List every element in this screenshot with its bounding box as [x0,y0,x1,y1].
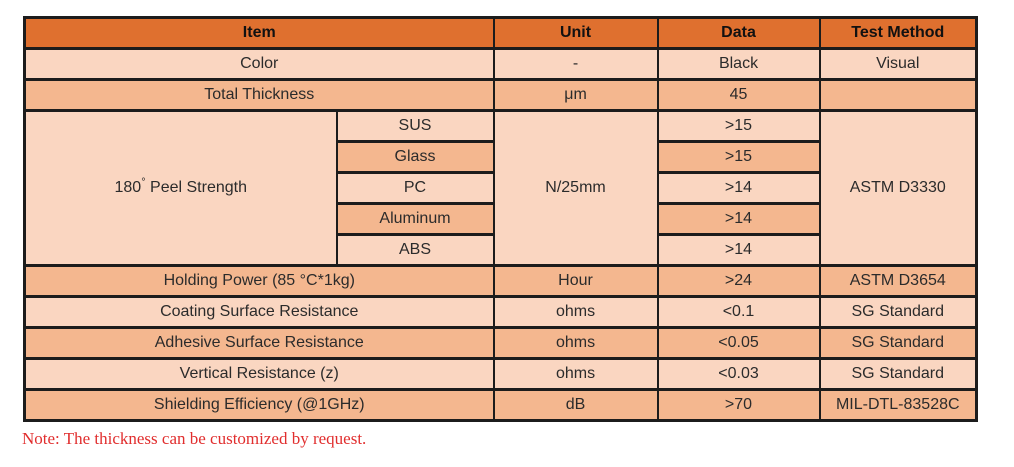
cell-thickness-data: 45 [658,80,820,111]
row-adhesive-resistance [25,328,977,359]
column-header-unit: Unit [494,18,658,49]
cell-shielding-test-method: MIL-DTL-83528C [820,390,977,421]
cell-color-data: Black [658,49,820,80]
row-shielding-efficiency [25,390,977,421]
cell-peel-unit: N/25mm [494,111,658,266]
cell-peel-data-aluminum: >14 [658,204,820,235]
cell-color-unit: - [494,49,658,80]
cell-adhesive-unit: ohms [494,328,658,359]
row-holding-power [25,266,977,297]
cell-substrate-sus: SUS [337,111,494,142]
cell-vertical-test-method: SG Standard [820,359,977,390]
cell-holding-data: >24 [658,266,820,297]
cell-vertical-data: <0.03 [658,359,820,390]
row-total-thickness [25,80,977,111]
cell-peel-strength-item [25,111,337,266]
cell-color-item: Color [25,49,494,80]
cell-peel-data-abs: >14 [658,235,820,266]
cell-adhesive-data: <0.05 [658,328,820,359]
peel-strength-number: 180 [114,178,142,196]
row-color [25,49,977,80]
peel-strength-label: Peel Strength [145,178,247,196]
cell-holding-test-method: ASTM D3654 [820,266,977,297]
cell-peel-data-glass: >15 [658,142,820,173]
cell-shielding-unit: dB [494,390,658,421]
row-vertical-resistance [25,359,977,390]
cell-substrate-aluminum: Aluminum [337,204,494,235]
row-peel-sus [25,111,977,142]
column-header-data: Data [658,18,820,49]
cell-shielding-data: >70 [658,390,820,421]
cell-thickness-test-method [820,80,977,111]
column-header-item: Item [25,18,494,49]
cell-coating-unit: ohms [494,297,658,328]
cell-substrate-glass: Glass [337,142,494,173]
cell-peel-test-method: ASTM D3330 [820,111,977,266]
cell-shielding-item: Shielding Efficiency (@1GHz) [25,390,494,421]
cell-peel-data-sus: >15 [658,111,820,142]
column-header-test-method: Test Method [820,18,977,49]
cell-substrate-pc: PC [337,173,494,204]
cell-coating-item: Coating Surface Resistance [25,297,494,328]
cell-thickness-item: Total Thickness [25,80,494,111]
cell-color-test-method: Visual [820,49,977,80]
degree-symbol: ° [141,176,146,189]
table-header-row [25,18,977,49]
cell-adhesive-item: Adhesive Surface Resistance [25,328,494,359]
cell-coating-data: <0.1 [658,297,820,328]
cell-peel-data-pc: >14 [658,173,820,204]
cell-vertical-unit: ohms [494,359,658,390]
spec-table [23,16,978,422]
cell-substrate-abs: ABS [337,235,494,266]
cell-thickness-unit: μm [494,80,658,111]
note-text: Note: The thickness can be customized by request. [22,429,367,448]
cell-adhesive-test-method: SG Standard [820,328,977,359]
cell-holding-unit: Hour [494,266,658,297]
cell-vertical-item: Vertical Resistance (z) [25,359,494,390]
cell-coating-test-method: SG Standard [820,297,977,328]
cell-holding-item: Holding Power (85 °C*1kg) [25,266,494,297]
row-coating-resistance [25,297,977,328]
